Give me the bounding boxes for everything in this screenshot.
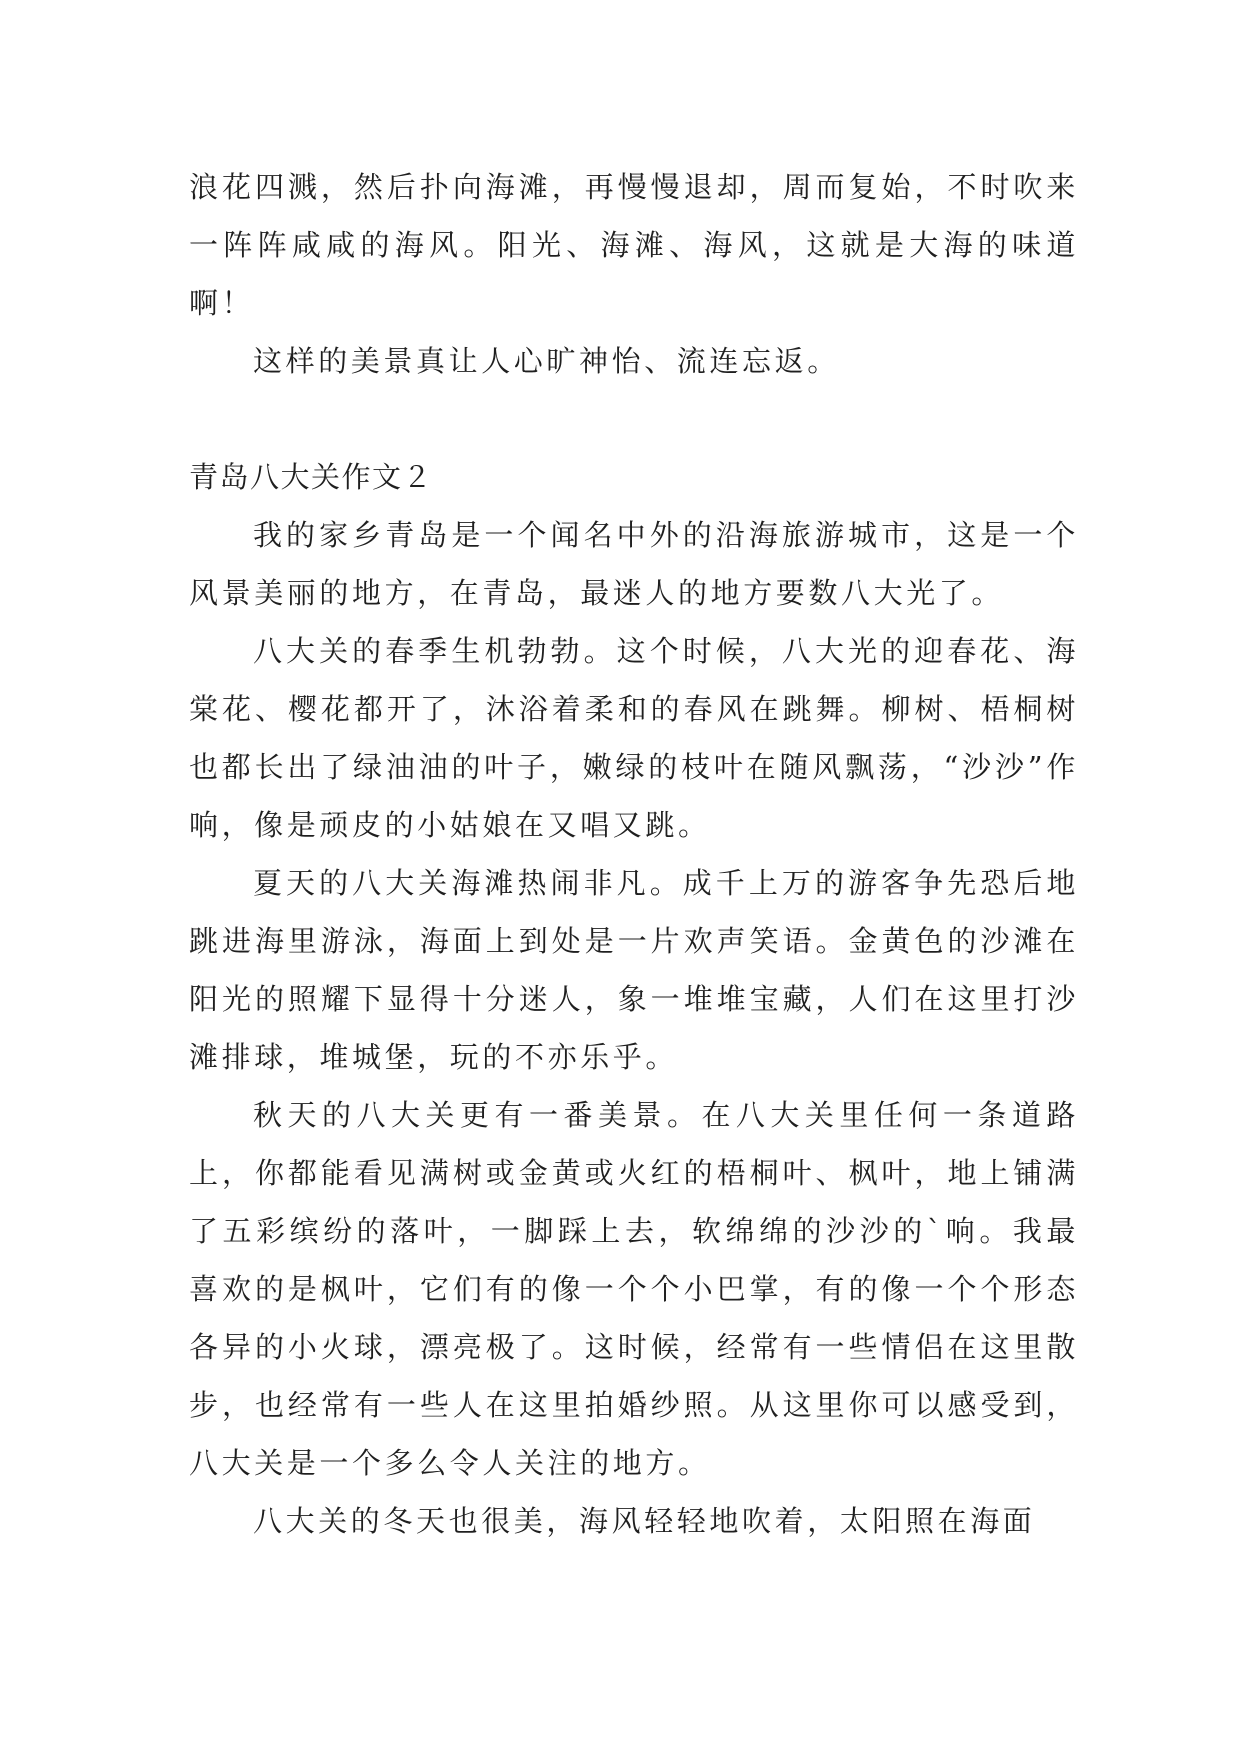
paragraph-continued: 浪花四溅，然后扑向海滩，再慢慢退却，周而复始，不时吹来一阵阵咸咸的海风。阳光、海滩、海风，这就是大海的味道啊！ — [189, 170, 1079, 320]
paragraph-summer: 夏天的八大关海滩热闹非凡。成千上万的游客争先恐后地跳进海里游泳，海面上到处是一片欢声笑语。金黄色的沙滩在阳光的照耀下显得十分迷人，象一堆堆宝藏，人们在这里打沙滩排球，堆城堡，玩的不亦乐乎。 — [189, 866, 1079, 1074]
paragraph-spring: 八大关的春季生机勃勃。这个时候，八大光的迎春花、海棠花、樱花都开了，沐浴着柔和的春风在跳舞。柳树、梧桐树也都长出了绿油油的叶子，嫩绿的枝叶在随风飘荡，“沙沙”作响，像是顽皮的小姑娘在又唱又跳。 — [189, 634, 1079, 842]
paragraph-winter: 八大关的冬天也很美，海风轻轻地吹着，太阳照在海面 — [253, 1504, 1036, 1538]
document-body — [189, 158, 1079, 1550]
essay-title: 青岛八大关作文２ — [189, 460, 434, 494]
section-spacer — [189, 390, 1079, 448]
paragraph-scenery-summary: 这样的美景真让人心旷神怡、流连忘返。 — [253, 344, 840, 378]
paragraph-autumn: 秋天的八大关更有一番美景。在八大关里任何一条道路上，你都能看见满树或金黄或火红的梧桐叶、枫叶，地上铺满了五彩缤纷的落叶，一脚踩上去，软绵绵的沙沙的`响。我最喜欢的是枫叶，它们有的像一个个小巴掌，有的像一个个形态各异的小火球，漂亮极了。这时候，经常有一些情侣在这里散步，也经常有一些人在这里拍婚纱照。从这里你可以感受到，八大关是一个多么令人关注的地方。 — [189, 1098, 1079, 1480]
paragraph-intro: 我的家乡青岛是一个闻名中外的沿海旅游城市，这是一个风景美丽的地方，在青岛，最迷人的地方要数八大光了。 — [189, 518, 1079, 610]
